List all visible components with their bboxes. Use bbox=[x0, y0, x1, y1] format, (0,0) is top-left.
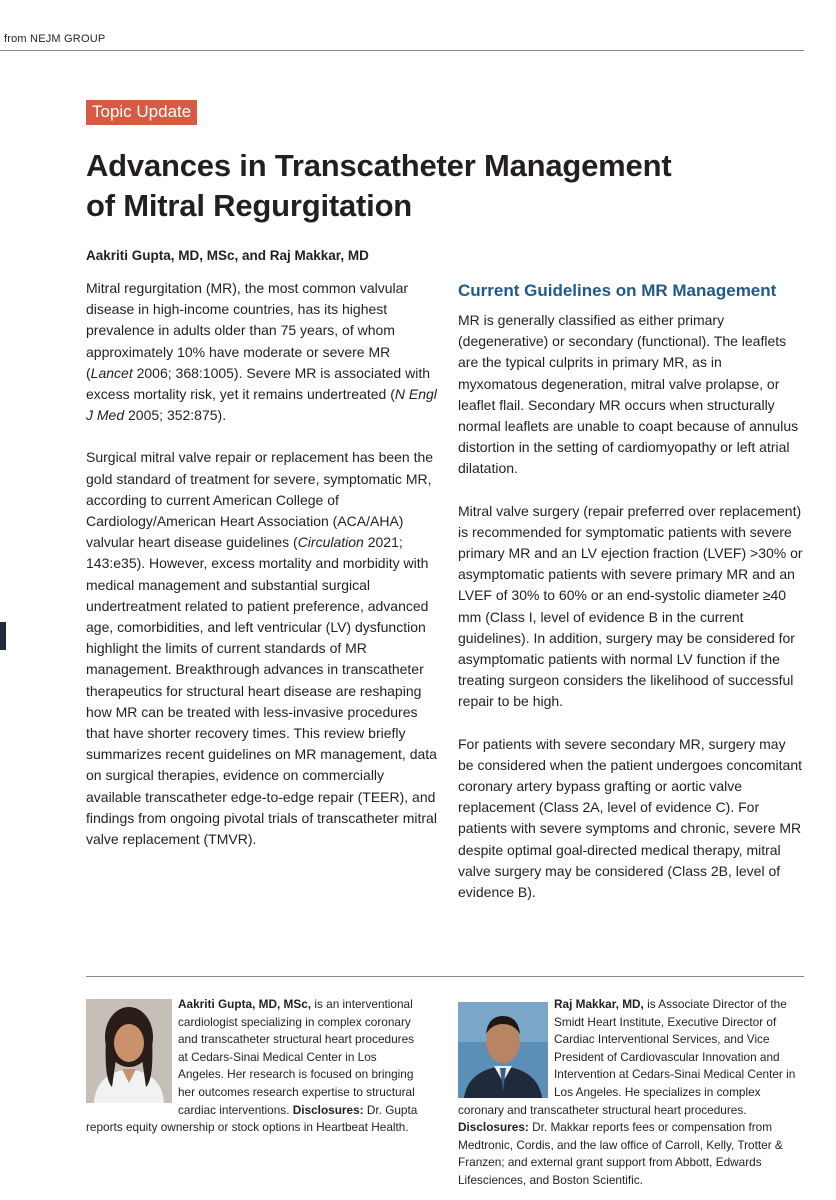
topic-tag: Topic Update bbox=[86, 100, 197, 125]
disclosures-label: Disclosures: bbox=[458, 1120, 529, 1135]
disclosures-label: Disclosures: bbox=[292, 1102, 364, 1117]
bio-divider bbox=[86, 976, 804, 977]
page-edge-marker bbox=[0, 622, 6, 650]
article-title-line-2: of Mitral Regurgitation bbox=[86, 188, 413, 223]
section-heading: Current Guidelines on MR Management bbox=[458, 281, 777, 300]
citation-circulation: Circulation bbox=[297, 534, 364, 551]
right-column bbox=[458, 278, 804, 924]
citation-nejm: N Engl J Med bbox=[86, 386, 437, 424]
surgery-recommendation-paragraph: Mitral valve surgery (repair preferred over replacement) is recommended for symptomatic patients with severe primary MR and an LV ejection fraction (LVEF) >30% or asymptomatic patients with severe primary MR and an LVEF of 30% to 60% or an end-systolic diameter ≥40 mm (Class I, level of evidence B in the current guidelines). In addition, surgery may be considered for asymptomatic patients with normal LV function if the treating surgeon considers the likelihood of successful repair to be high. bbox=[458, 502, 803, 710]
intro-paragraph: Mitral regurgitation (MR), the most common valvular disease in high-income countries, has its highest prevalence in adults older than 75 years, of whom approximately 10% have moderate or severe MR (Lancet 2006; 368:1005). Severe MR is associated with excess mortality risk, yet it remains undertreated (N Engl J Med 2005; 352:875). bbox=[86, 280, 437, 424]
author-bio-makkar: Raj Makkar, MD, is Associate Director of the Smidt Heart Institute, Executive Director of Cardiac Interventional Services, and Vice President of Cardiovascular Innovation and Intervention at Cedars-Sinai Medical Center in Los Angeles. He specializes in complex coronary and transcatheter structural heart procedures. Disclosures: Dr. Makkar reports fees or compensation from Medtronic, Cordis, and the law office of Carroll, Kelly, Trotter & Franzen; and external grant support from Abbott, Edwards Lifesciences, and Boston Scientific. bbox=[458, 997, 796, 1187]
author-name-makkar: Raj Makkar, MD, bbox=[554, 997, 644, 1011]
publisher-label: from NEJM GROUP bbox=[4, 33, 106, 45]
article-title-line-1: Advances in Transcatheter Management bbox=[86, 148, 672, 183]
article-title bbox=[86, 146, 746, 226]
header-divider bbox=[0, 50, 804, 51]
left-column bbox=[86, 278, 438, 871]
secondary-mr-paragraph: For patients with severe secondary MR, surgery may be considered when the patient undergoes concomitant coronary artery bypass grafting or aortic valve replacement (Class 2A, level of evidence C). For patients with severe symptoms and chronic, severe MR despite optimal goal-directed medical therapy, mitral valve surgery may be considered (Class 2B, level of evidence B). bbox=[458, 735, 803, 901]
author-name-gupta: Aakriti Gupta, MD, MSc, bbox=[178, 997, 312, 1011]
article-authors: Aakriti Gupta, MD, MSc, and Raj Makkar, MD bbox=[86, 248, 369, 263]
author-bio-gupta: Aakriti Gupta, MD, MSc, is an interventional cardiologist specializing in complex coronary and transcatheter structural heart procedures at Cedars-Sinai Medical Center in Los Angeles. Her research is focused on bringing her outcomes research expertise to structural cardiac interventions. Disclosures: Dr. Gupta reports equity ownership or stock options in Heartbeat Health. bbox=[86, 997, 418, 1135]
author-photo-gupta bbox=[86, 999, 172, 1103]
author-photo-makkar bbox=[458, 1002, 548, 1098]
citation-lancet: Lancet bbox=[90, 364, 133, 381]
classification-paragraph: MR is generally classified as either primary (degenerative) or secondary (functional). The leaflets are the typical culprits in primary MR, as in myxomatous degeneration, mitral valve prolapse, or leaflet flail. Secondary MR occurs when structurally normal leaflets are unable to coapt because of annulus distortion in the setting of cardiomyopathy or left atrial dilatation. bbox=[458, 312, 799, 477]
surgical-paragraph: Surgical mitral valve repair or replacement has been the gold standard of treatment for severe, symptomatic MR, according to current American College of Cardiology/American Heart Association (ACA/AHA) valvular heart disease guidelines (Circulation 2021; 143:e35). However, excess mortality and morbidity with medical management and substantial surgical undertreatment related to patient preference, advanced age, comorbidities, and left ventricular (LV) dysfunction highlight the limits of current standards of MR management. Breakthrough advances in transcatheter therapeutics for structural heart disease are reshaping how MR can be treated with less-invasive procedures that have shorter recovery times. This review briefly summarizes recent guidelines on MR management, data on surgical therapies, evidence on commercially available transcatheter edge-to-edge repair (TEER), and findings from ongoing pivotal trials of transcatheter mitral valve replacement (TMVR). bbox=[86, 449, 437, 848]
